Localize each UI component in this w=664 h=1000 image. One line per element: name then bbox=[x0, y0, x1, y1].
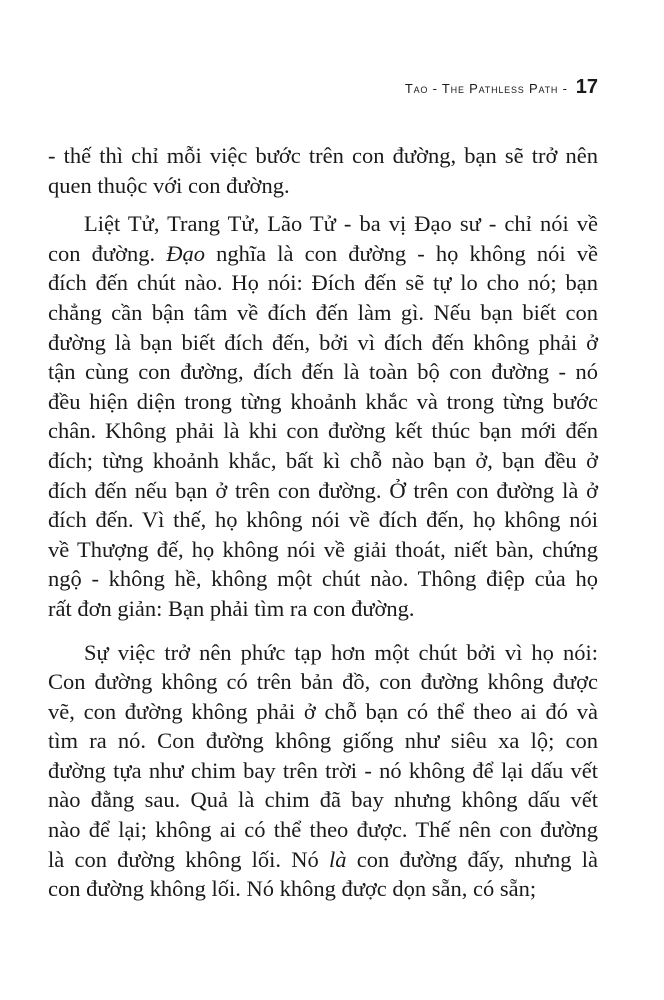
text-line bbox=[48, 298, 598, 328]
text-line bbox=[48, 756, 598, 786]
text-line bbox=[48, 171, 598, 201]
line-text: - thế thì chỉ mỗi việc bước trên con đường, bạn sẽ trở nên bbox=[48, 143, 598, 168]
line-text: đích đến. Vì thế, họ không nói về đích đến, họ không nói bbox=[48, 507, 598, 533]
text-line bbox=[48, 446, 598, 476]
text-line bbox=[48, 638, 598, 668]
text-line bbox=[48, 874, 598, 904]
text-line bbox=[48, 815, 598, 845]
line-text: nào để lại; không ai có thể theo được. Thế nên con đường bbox=[48, 817, 598, 843]
paragraph bbox=[48, 638, 598, 904]
text-line bbox=[48, 328, 598, 358]
text-line bbox=[48, 785, 598, 815]
line-text bbox=[48, 845, 598, 875]
line-text: rất đơn giản: Bạn phải tìm ra con đường. bbox=[48, 595, 415, 621]
italic-emphasis: là bbox=[328, 846, 347, 872]
text-line bbox=[48, 357, 598, 387]
text-line bbox=[48, 697, 598, 727]
body-text bbox=[48, 141, 598, 913]
line-text bbox=[48, 239, 598, 269]
line-text: tận cùng con đường, đích đến là toàn bộ con đường - nó bbox=[48, 359, 598, 385]
line-text: Liệt Tử, Trang Tử, Lão Tử - ba vị Đạo sư - chỉ nói về bbox=[84, 211, 598, 237]
paragraph bbox=[48, 141, 598, 200]
text-line bbox=[48, 667, 598, 697]
line-text: chân. Không phải là khi con đường kết thúc bạn mới đến bbox=[48, 418, 598, 444]
text-segment: nghĩa là con đường - họ không nói về bbox=[204, 240, 598, 266]
text-line bbox=[48, 535, 598, 565]
line-text: tìm ra nó. Con đường không giống như siêu xa lộ; con bbox=[48, 728, 598, 754]
line-text: đích đến nếu bạn ở trên con đường. Ở trên con đường là ở bbox=[48, 477, 598, 503]
line-text: quen thuộc với con đường. bbox=[48, 172, 290, 198]
text-line bbox=[48, 141, 598, 171]
text-line bbox=[48, 564, 598, 594]
line-text: chẳng cần bận tâm về đích đến làm gì. Nếu bạn biết con bbox=[48, 299, 598, 325]
text-line bbox=[48, 209, 598, 239]
text-line bbox=[48, 505, 598, 535]
text-segment: là con đường không lối. Nó bbox=[48, 846, 329, 872]
page-number: 17 bbox=[575, 76, 598, 98]
running-title: Tao - The Pathless Path - bbox=[404, 81, 568, 96]
line-text: đường tựa như chim bay trên trời - nó không để lại dấu vết bbox=[48, 757, 598, 783]
text-line bbox=[48, 845, 598, 875]
running-header bbox=[405, 76, 598, 99]
line-text: Con đường không có trên bản đồ, con đường không được bbox=[48, 669, 598, 695]
text-segment: con đường. bbox=[48, 240, 167, 266]
line-text: con đường không lối. Nó không được dọn sẵn, có sẵn; bbox=[48, 876, 537, 902]
line-text: ngộ - không hề, không một chút nào. Thông điệp của họ bbox=[48, 566, 598, 592]
line-text: vẽ, con đường không phải ở chỗ bạn có thể theo ai đó và bbox=[48, 698, 598, 724]
text-line bbox=[48, 239, 598, 269]
text-line bbox=[48, 268, 598, 298]
text-line bbox=[48, 416, 598, 446]
text-line bbox=[48, 387, 598, 417]
text-line bbox=[48, 476, 598, 506]
paragraph bbox=[48, 209, 598, 623]
line-text: đích; từng khoảnh khắc, bất kì chỗ nào bạn ở, bạn đều ở bbox=[48, 447, 598, 473]
line-text: đường là bạn biết đích đến, bởi vì đích đến không phải ở bbox=[48, 329, 598, 355]
line-text: đích đến chút nào. Họ nói: Đích đến sẽ tự lo cho nó; bạn bbox=[48, 270, 598, 296]
line-text: đều hiện diện trong từng khoảnh khắc và trong từng bước bbox=[48, 388, 598, 414]
line-text: Sự việc trở nên phức tạp hơn một chút bởi vì họ nói: bbox=[84, 639, 598, 665]
text-segment: con đường đấy, nhưng là bbox=[346, 846, 598, 872]
text-line bbox=[48, 726, 598, 756]
line-text: về Thượng đế, họ không nói về giải thoát, niết bàn, chứng bbox=[48, 536, 598, 562]
italic-emphasis: Đạo bbox=[166, 240, 205, 266]
line-text: nào đằng sau. Quả là chim đã bay nhưng không dấu vết bbox=[48, 787, 598, 813]
text-line bbox=[48, 594, 598, 624]
